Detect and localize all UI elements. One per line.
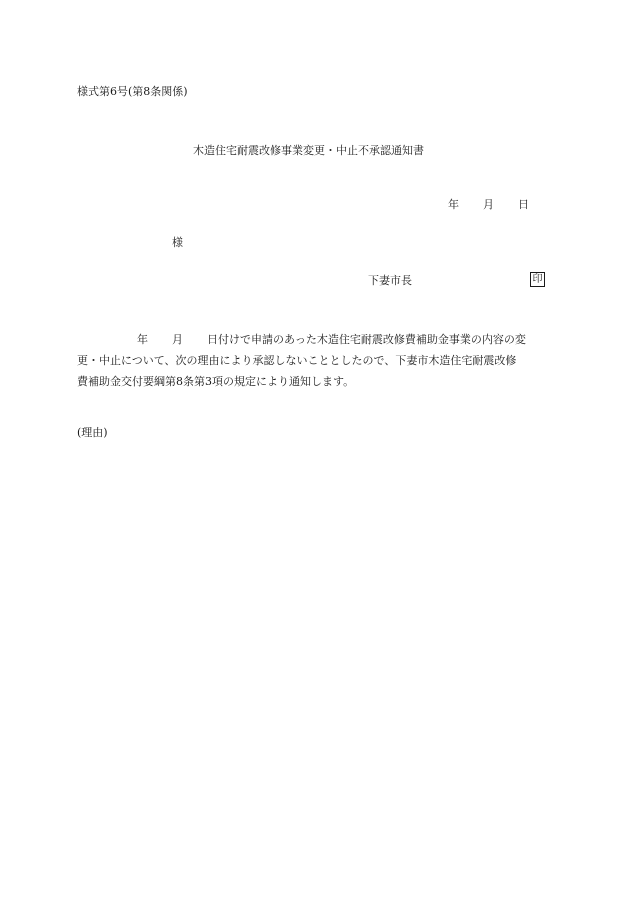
seal-mark: 印 <box>530 272 545 287</box>
body-line-1-text: 日付けで申請のあった木造住宅耐震改修費補助金事業の内容の変 <box>207 333 526 346</box>
body-line-2: 更・中止について、次の理由により承認しないこととしたので、下妻市木造住宅耐震改修 <box>77 354 517 367</box>
date-line <box>448 198 529 212</box>
issuer-name: 下妻市長 <box>368 274 412 287</box>
reason-label: (理由) <box>77 426 108 439</box>
document-title: 木造住宅耐震改修事業変更・中止不承認通知書 <box>193 144 424 157</box>
body-month-label: 月 <box>172 333 183 346</box>
form-number: 様式第6号(第8条関係) <box>77 85 188 98</box>
body-year-label: 年 <box>137 333 148 346</box>
body-line-3: 費補助金交付要綱第8条第3項の規定により通知します。 <box>77 375 355 388</box>
date-year-label: 年 <box>448 198 459 211</box>
date-day-label: 日 <box>518 198 529 211</box>
addressee-honorific: 様 <box>172 236 183 249</box>
body-line-1 <box>77 329 555 350</box>
notice-body <box>77 329 555 392</box>
date-month-label: 月 <box>483 198 494 211</box>
